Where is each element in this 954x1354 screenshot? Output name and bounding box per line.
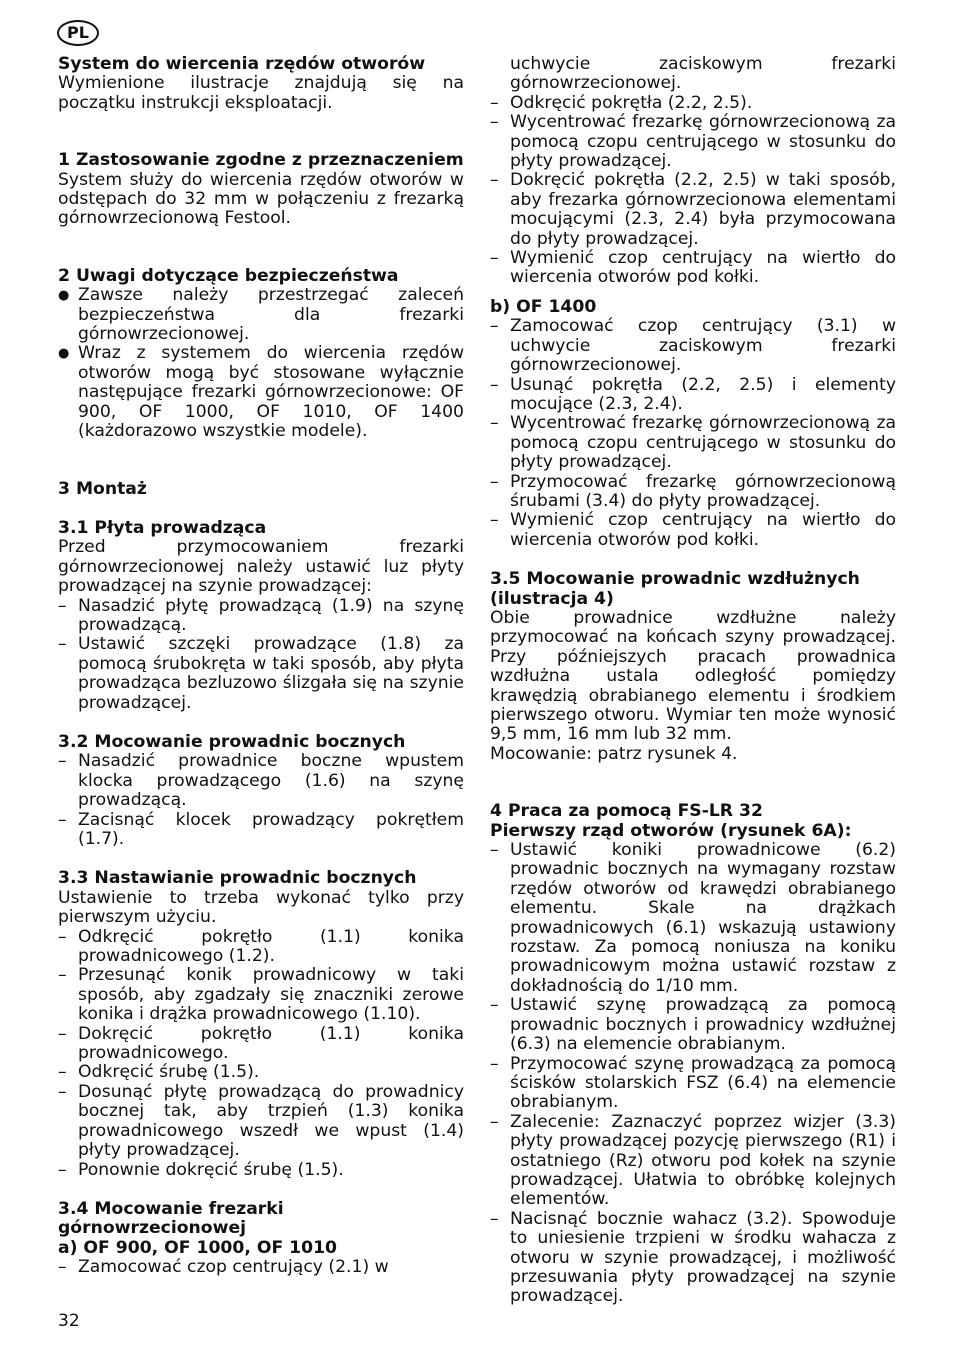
section-3-4b-title: b) OF 1400 [490,296,597,317]
list-item: – Wymienić czop centrujący na wiertło do wiercenia otworów pod kołki. [490,249,896,288]
section-3-4a-title: a) OF 900, OF 1000, OF 1010 [58,1237,338,1258]
section-2-title: 2 Uwagi dotyczące bezpieczeństwa [58,265,399,286]
intro-text: Wymienione ilustracje znajdują się na początku instrukcji eksploatacji. [58,73,464,113]
list-item: – Ustawić koniki prowadnicowe (6.2) prowadnic bocznych na wymagany rozstaw rzędów otworów od krawędzi obrabianego elementu. Skale na drążkach prowadnicowych (6.1) wskazują ustawiony rozstaw. Za pomocą noniusza na koniku prowadnicowym można ustawić rozstaw z dokładnością do 1/10 mm. [490,841,896,996]
section-3-4-title: 3.4 Mocowanie frezarki górnowrzecionowej [58,1198,284,1239]
section-3-2-title: 3.2 Mocowanie prowadnic bocznych [58,731,406,752]
list-item: – Przesunąć konik prowadnicowy w taki sposób, aby zgadzały się znaczniki zerowe konika i drążka prowadnicowego (1.10). [58,966,464,1024]
section-4-title: 4 Praca za pomocą FS-LR 32 [490,801,763,822]
section-3-1-list [58,597,464,713]
section-3-3-text: Ustawienie to trzeba wykonać tylko przy pierwszym użyciu. [58,887,464,928]
list-item: – Nasadzić prowadnice boczne wpustem klocka prowadzącego (1.6) na szynę prowadzącą. [58,752,464,810]
page-number: 32 [58,1311,80,1331]
list-item: – Ustawić szczęki prowadzące (1.8) za pomocą śrubokręta w taki sposób, aby płyta prowadząca bezluzowo ślizgała się na szynie prowadzącej. [58,635,464,713]
list-item: ● Wraz z systemem do wiercenia rzędów otworów mogą być stosowane wyłącznie następujące frezarki górnowrzecionowe: OF 900, OF 1000, OF 1010, OF 1400 (każdorazowo wszystkie modele). [58,344,464,441]
list-item: – Usunąć pokrętła (2.2, 2.5) i elementy mocujące (2.3, 2.4). [490,376,896,415]
list-item: – Ustawić szynę prowadzącą za pomocą prowadnic bocznych i prowadnicy wzdłużnej (6.3) na elemencie obrabianym. [490,996,896,1054]
list-item: – Wycentrować frezarkę górnowrzecionową za pomocą czopu centrującego w stosunku do płyty prowadzącej. [490,113,896,171]
list-item: – Zamocować czop centrujący (2.1) w [58,1258,464,1277]
section-3-1-text: Przed przymocowaniem frezarki górnowrzecionowej należy ustawić luz płyty prowadzącej na szynie prowadzącej: [58,537,464,597]
section-3-5-title: 3.5 Mocowanie prowadnic wzdłużnych (ilustracja 4) [490,569,860,609]
section-3-2-list [58,752,464,849]
list-item: – Przymocować szynę prowadzącą za pomocą ścisków stolarskich FSZ (6.4) na elemencie obrabianym. [490,1055,896,1113]
list-item: – Dokręcić pokrętła (2.2, 2.5) w taki sposób, aby frezarka górnowrzecionowa elementami mocującymi (2.3, 2.4) była przymocowana do płyty prowadzącej. [490,171,896,249]
section-3-4b-list [490,317,896,550]
right-column [490,55,896,1307]
section-2-list [58,286,464,441]
section-3-5-text: Obie prowadnice wzdłużne należy przymocować na końcach szyny prowadzącej. Przy późniejszych pracach prowadnica wzdłużna ustala odległość pomiędzy krawędzią obrabianego elementu i środkiem pierwszego otworu. Wymiar ten może wynosić 9,5 mm, 16 mm lub 32 mm. [490,607,896,745]
list-item: – Odkręcić pokrętło (1.1) konika prowadnicowego (1.2). [58,928,464,967]
intro-title: System do wiercenia rzędów otworów [58,54,426,74]
section-3-3-title: 3.3 Nastawianie prowadnic bocznych [58,868,417,889]
list-item: ● Zawsze należy przestrzegać zaleceń bezpieczeństwa dla frezarki górnowrzecionowej. [58,286,464,344]
left-column [58,55,464,1278]
list-item: – Dokręcić pokrętło (1.1) konika prowadnicowego. [58,1025,464,1064]
language-badge: PL [57,20,99,46]
list-item: – Nasadzić płytę prowadzącą (1.9) na szynę prowadzącą. [58,597,464,636]
section-3-1-title: 3.1 Płyta prowadząca [58,517,267,538]
section-4-subtitle: Pierwszy rząd otworów (rysunek 6A): [490,820,852,841]
section-1-text: System służy do wiercenia rzędów otworów w odstępach do 32 mm w połączeniu z frezarką górnowrzecionową Festool. [58,169,464,229]
list-item: – Wymienić czop centrujący na wiertło do wiercenia otworów pod kołki. [490,511,896,550]
list-item: – Zacisnąć klocek prowadzący pokrętłem (1.7). [58,811,464,850]
section-3-5-text2: Mocowanie: patrz rysunek 4. [490,743,738,764]
list-item: – Wycentrować frezarkę górnowrzecionową za pomocą czopu centrującego w stosunku do płyty prowadzącej. [490,414,896,472]
list-item: – Odkręcić śrubę (1.5). [58,1063,464,1082]
list-item-continued: uchwycie zaciskowym frezarki górnowrzecionowej. [510,54,896,94]
list-item: – Nacisnąć bocznie wahacz (3.2). Spowoduje to uniesienie trzpieni w środku wahacza z otworu w szynie prowadzącej, i możliwość przesuwania płyty prowadzącej na szynie prowadzącej. [490,1210,896,1307]
section-3-title: 3 Montaż [58,478,147,499]
list-item: – Dosunąć płytę prowadzącą do prowadnicy bocznej tak, aby trzpień (1.3) konika prowadnicowego wszedł we wpust (1.4) płyty prowadzącej. [58,1083,464,1161]
list-item: – Zalecenie: Zaznaczyć poprzez wizjer (3.3) płyty prowadzącej pozycję pierwszego (R1) i ostatniego (Rz) otworu pod kołek na szynie prowadzącej. Ułatwia to obróbkę kolejnych elementów. [490,1113,896,1210]
section-1-title: 1 Zastosowanie zgodne z przeznaczeniem [58,150,464,171]
list-item: – Przymocować frezarkę górnowrzecionową śrubami (3.4) do płyty prowadzącej. [490,473,896,512]
section-3-4a-list-cont [490,55,896,288]
list-item: – Ponownie dokręcić śrubę (1.5). [58,1161,464,1180]
list-item: – Zamocować czop centrujący (3.1) w uchwycie zaciskowym frezarki górnowrzecionowej. [490,317,896,375]
section-3-4a-list-start [58,1258,464,1277]
section-3-3-list [58,928,464,1180]
list-item: – Odkręcić pokrętła (2.2, 2.5). [490,94,896,113]
section-4-list [490,841,896,1307]
